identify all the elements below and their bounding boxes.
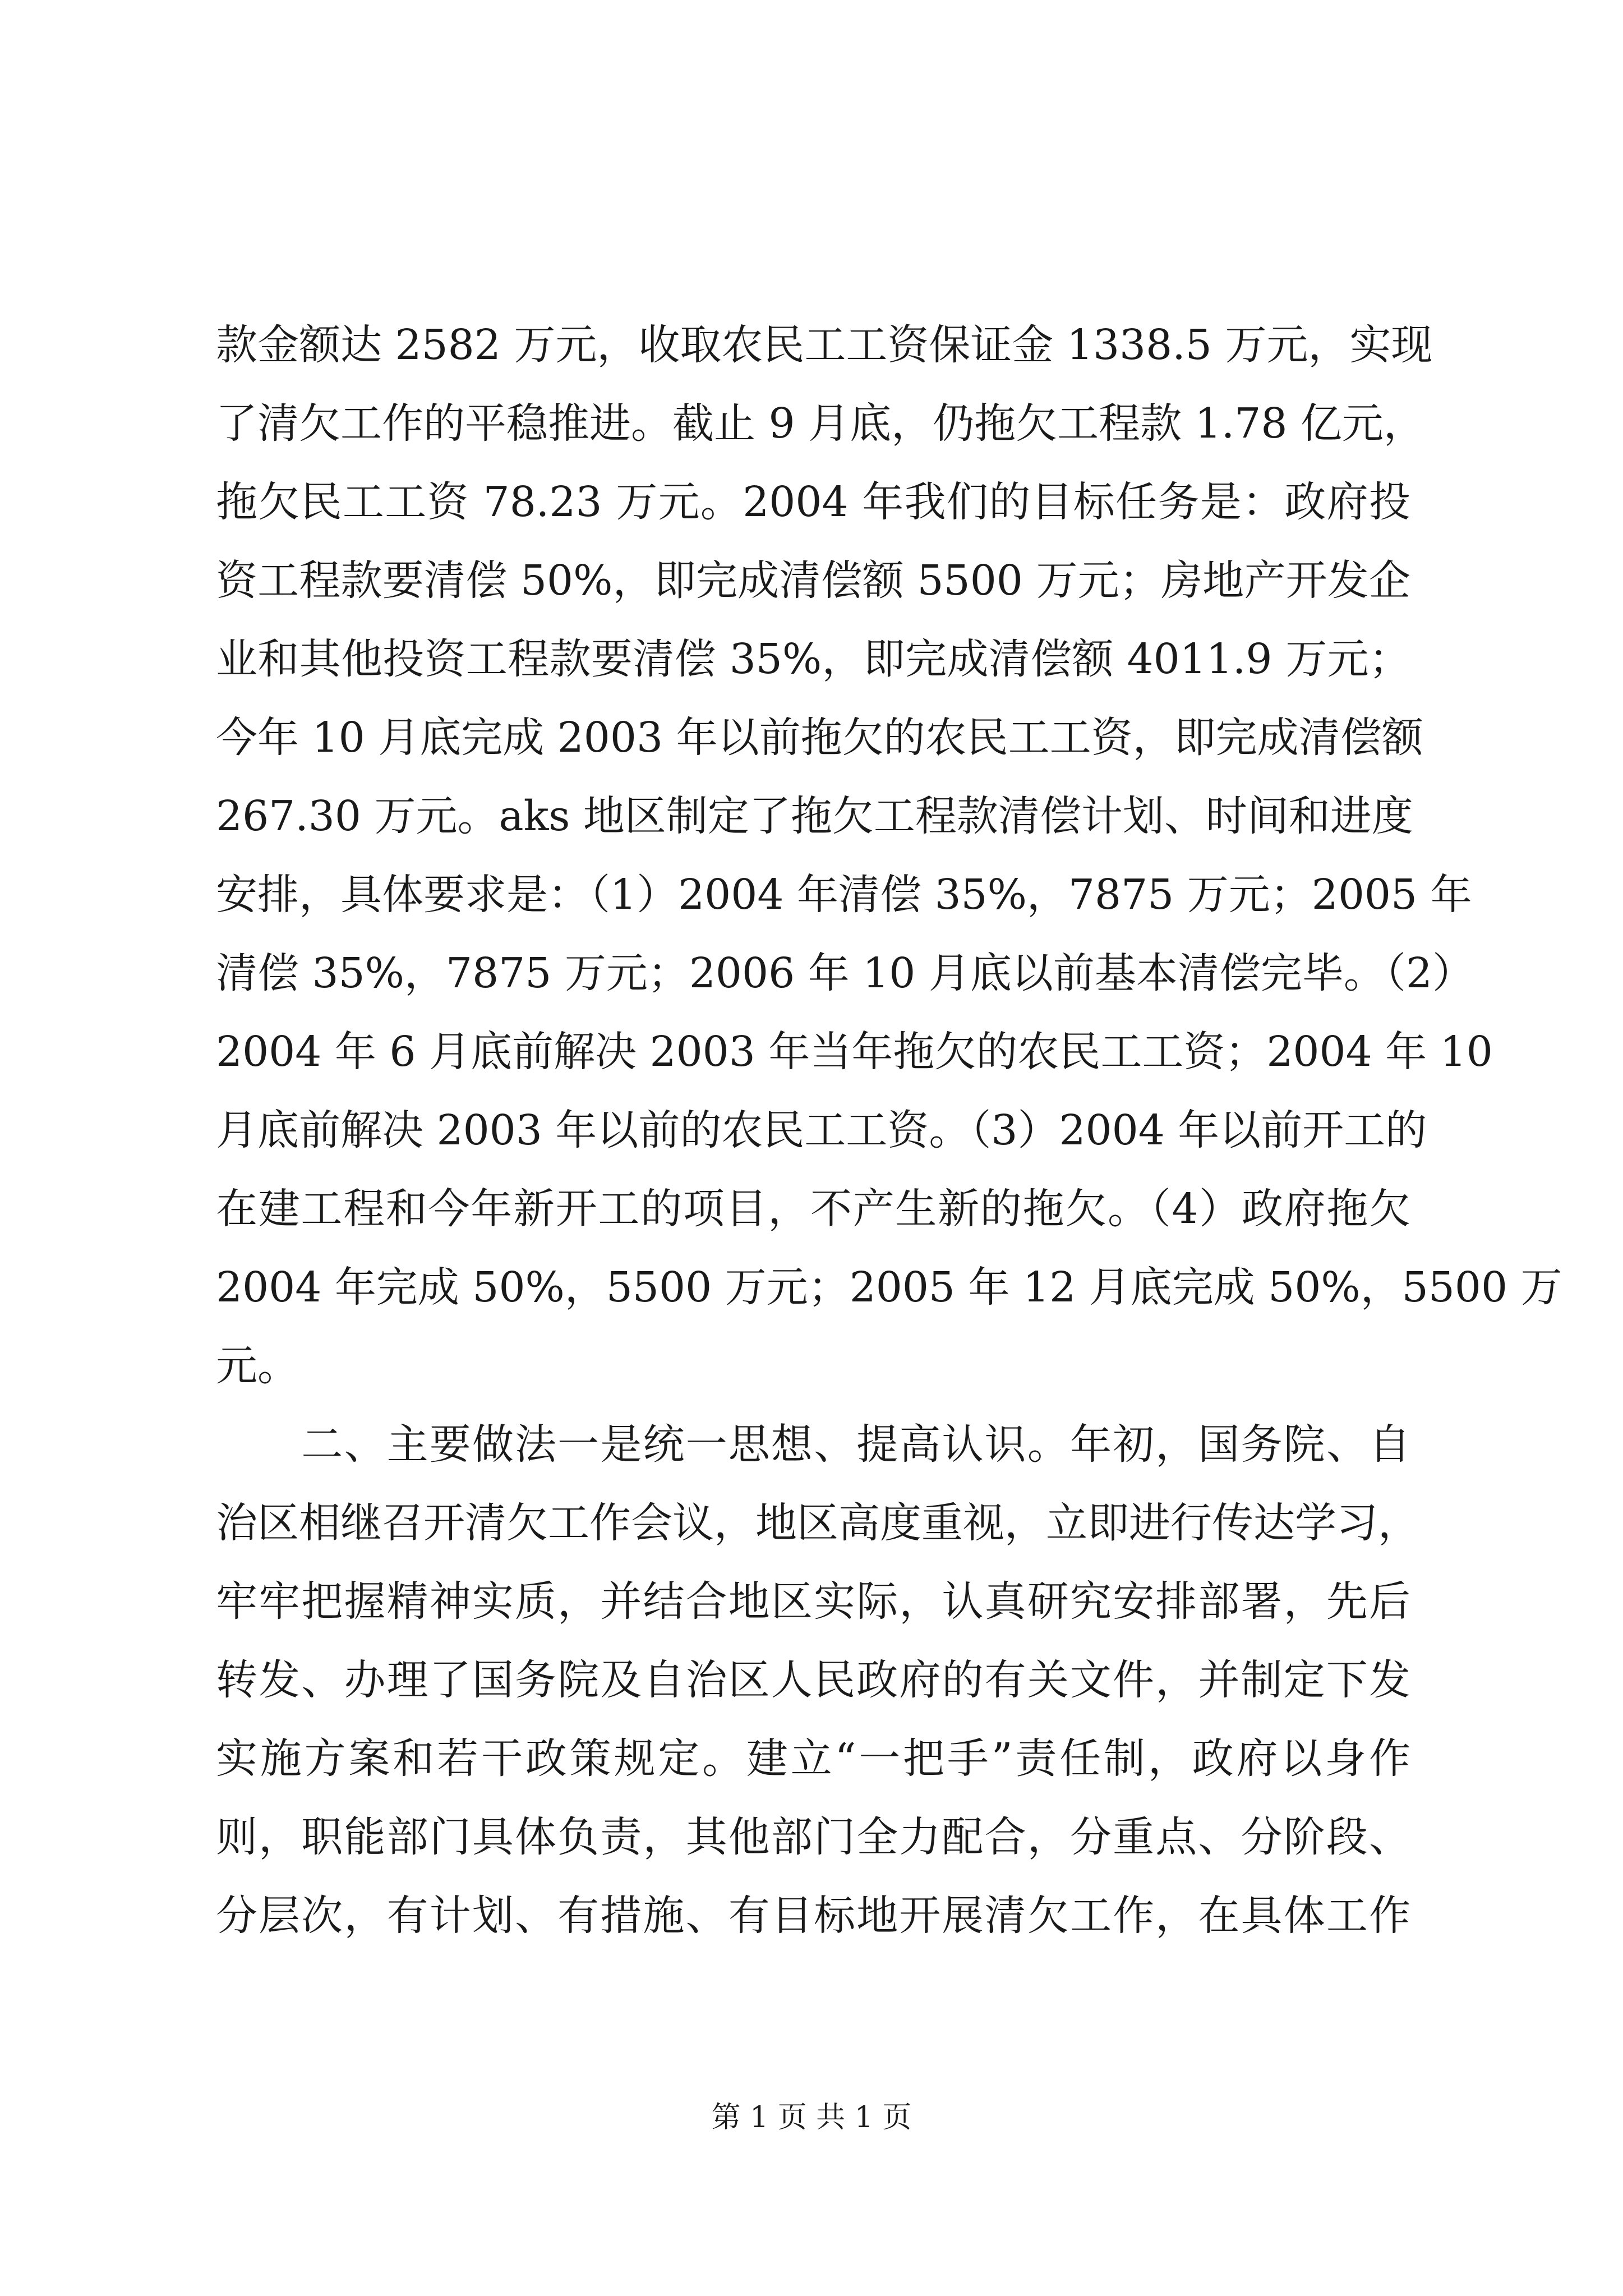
text-line: 资工程款要清偿 50%，即完成清偿额 5500 万元；房地产开发企	[216, 556, 1410, 605]
text-line: 实施方案和若干政策规定。建立“一把手”责任制，政府以身作	[216, 1734, 1410, 1783]
body-text	[216, 306, 1562, 1955]
text-line: 267.30 万元。aks 地区制定了拖欠工程款清偿计划、时间和进度	[216, 792, 1413, 840]
text-line: 二、主要做法一是统一思想、提高认识。年初，国务院、自	[216, 1420, 1410, 1469]
text-line: 转发、办理了国务院及自治区人民政府的有关文件，并制定下发	[216, 1656, 1410, 1704]
text-line: 月底前解决 2003 年以前的农民工工资。（3）2004 年以前开工的	[216, 1106, 1427, 1154]
text-line: 拖欠民工工资 78.23 万元。2004 年我们的目标任务是：政府投	[216, 478, 1410, 526]
text-line: 在建工程和今年新开工的项目，不产生新的拖欠。（4）政府拖欠	[216, 1185, 1410, 1233]
text-line: 牢牢把握精神实质，并结合地区实际，认真研究安排部署，先后	[216, 1577, 1410, 1626]
text-line: 元。	[216, 1342, 299, 1390]
text-line: 分层次，有计划、有措施、有目标地开展清欠工作，在具体工作	[216, 1892, 1410, 1940]
text-line: 2004 年 6 月底前解决 2003 年当年拖欠的农民工工资；2004 年 10	[216, 1028, 1493, 1076]
text-line: 治区相继召开清欠工作会议，地区高度重视，立即进行传达学习，	[216, 1499, 1419, 1547]
text-line: 今年 10 月底完成 2003 年以前拖欠的农民工工资，即完成清偿额	[216, 714, 1423, 762]
text-line: 了清欠工作的平稳推进。截止 9 月底，仍拖欠工程款 1.78 亿元，	[216, 399, 1425, 448]
text-line: 安排，具体要求是：（1）2004 年清偿 35%，7875 万元；2005 年	[216, 871, 1472, 919]
text-line: 款金额达 2582 万元，收取农民工工资保证金 1338.5 万元，实现	[216, 321, 1433, 369]
text-line: 2004 年完成 50%，5500 万元；2005 年 12 月底完成 50%，5500 万	[216, 1263, 1562, 1312]
text-line: 则，职能部门具体负责，其他部门全力配合，分重点、分阶段、	[216, 1813, 1410, 1861]
text-line: 业和其他投资工程款要清偿 35%，即完成清偿额 4011.9 万元；	[216, 635, 1410, 683]
text-line: 清偿 35%，7875 万元；2006 年 10 月底以前基本清偿完毕。（2）	[216, 949, 1474, 997]
page-number-footer: 第 1 页 共 1 页	[711, 2101, 912, 2134]
